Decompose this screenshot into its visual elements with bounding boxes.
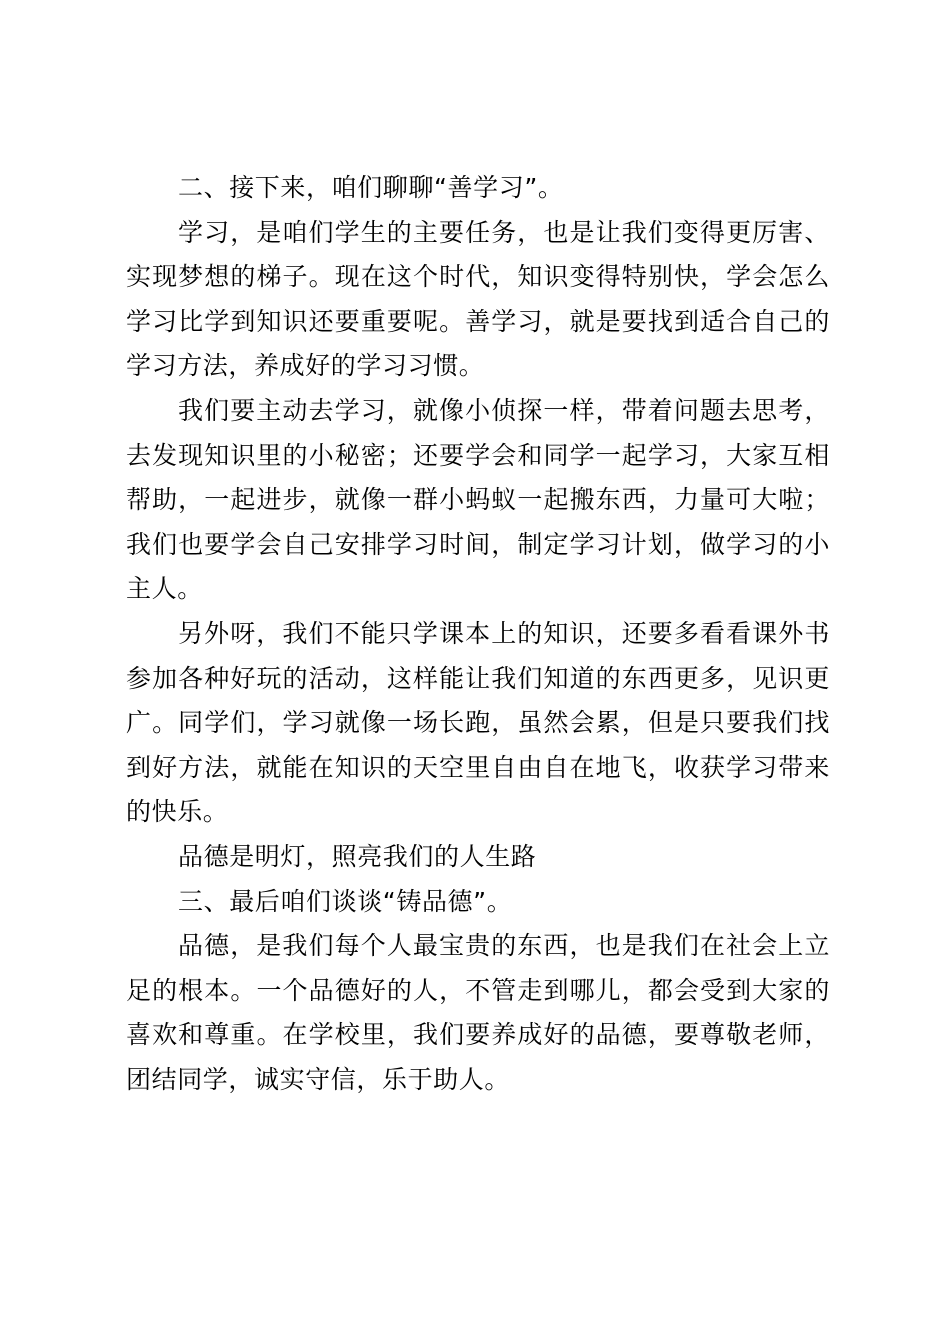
section-heading-3: 三、最后咱们谈谈“铸品德”。 [178,886,513,916]
section-heading-2: 二、接下来，咱们聊聊“善学习”。 [178,173,564,202]
paragraph: 我们要主动去学习，就像小侦探一样，带着问题去思考，去发现知识里的小秘密；还要学会和同学一起学习，大家互相帮助，一起进步，就像一群小蚂蚁一起搬东西，力量可大啦；我们也要学会自己安排学习时间，制定学习计划，做学习的小主人。 [126,395,830,604]
subheading: 品德是明灯，照亮我们的人生路 [178,841,537,871]
paragraph: 另外呀，我们不能只学课本上的知识，还要多看看课外书参加各种好玩的活动，这样能让我们知道的东西更多，见识更广。同学们，学习就像一场长跑，虽然会累，但是只要我们找到好方法，就能在知识的天空里自由自在地飞，收获学习带来的快乐。 [126,618,830,827]
paragraph: 学习，是咱们学生的主要任务，也是让我们变得更厉害、实现梦想的梯子。现在这个时代，知识变得特别快，学会怎么学习比学到知识还要重要呢。善学习，就是要找到适合自己的学习方法，养成好的学习习惯。 [126,217,830,381]
document-body [126,166,830,1102]
paragraph: 品德，是我们每个人最宝贵的东西，也是我们在社会上立足的根本。一个品德好的人，不管走到哪儿，都会受到大家的喜欢和尊重。在学校里，我们要养成好的品德，要尊敬老师，团结同学，诚实守信，乐于助人。 [126,931,830,1094]
